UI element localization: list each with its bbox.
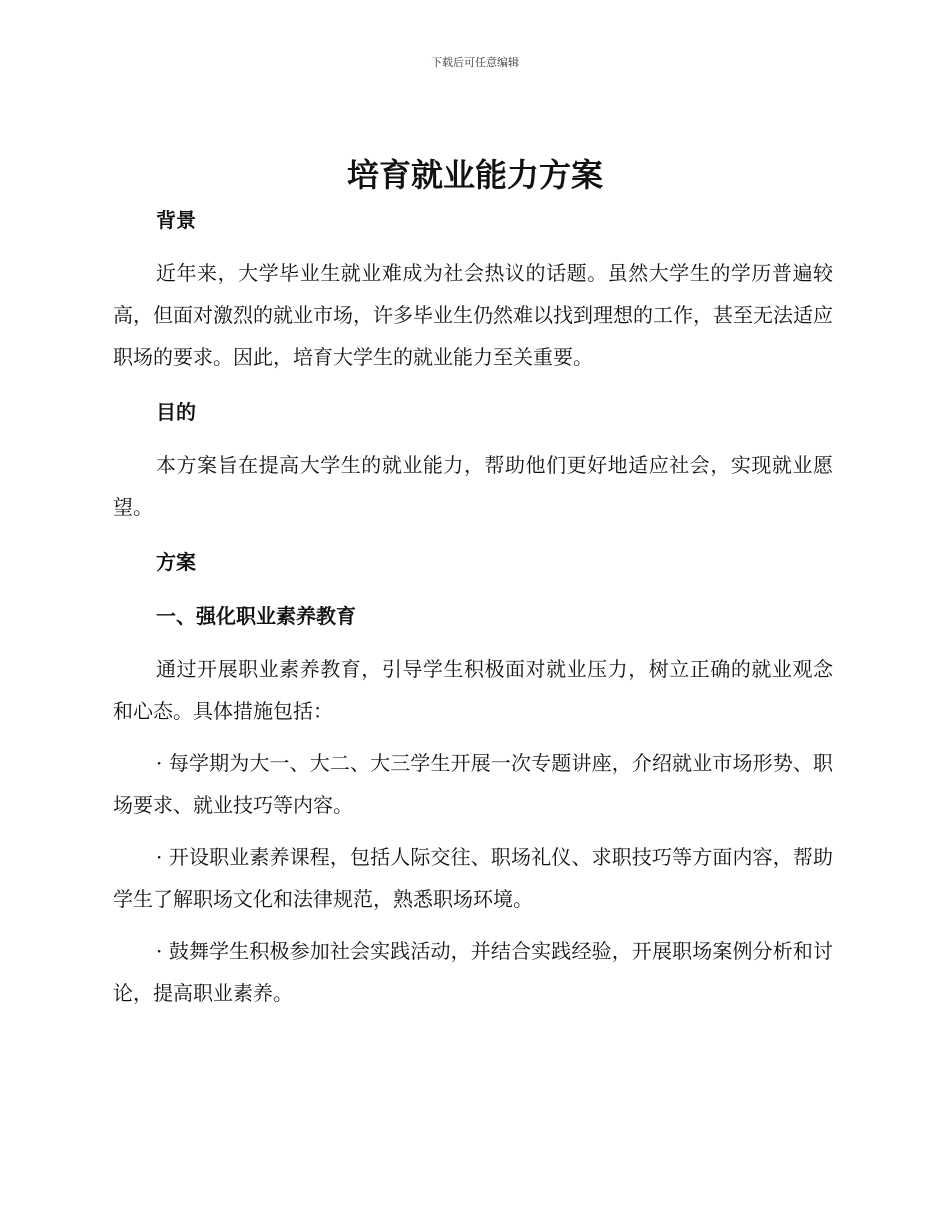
document-body (113, 198, 833, 1014)
document-title: 培育就业能力方案 (346, 156, 603, 194)
background-paragraph: 近年来，大学毕业生就业难成为社会热议的话题。虽然大学生的学历普遍较高，但面对激烈的就业市场，许多毕业生仍然难以找到理想的工作，甚至无法适应职场的要求。因此，培育大学生的就业能力至关重要。 (113, 261, 833, 369)
purpose-heading: 目的 (156, 400, 196, 424)
page-header-note: 下载后可任意编辑 (431, 56, 519, 69)
plan-heading: 方案 (156, 550, 196, 574)
bullet-item: · 每学期为大一、大二、大三学生开展一次专题讲座，介绍就业市场形势、职场要求、就业技巧等内容。 (113, 751, 833, 817)
background-heading: 背景 (156, 208, 196, 232)
plan-subsection-intro: 通过开展职业素养教育，引导学生积极面对就业压力，树立正确的就业观念和心态。具体措施包括： (113, 657, 833, 723)
bullet-item: · 鼓舞学生积极参加社会实践活动，并结合实践经验，开展职场案例分析和讨论，提高职业素养。 (113, 939, 833, 1005)
purpose-paragraph: 本方案旨在提高大学生的就业能力，帮助他们更好地适应社会，实现就业愿望。 (113, 453, 833, 519)
plan-subsection-heading: 一、强化职业素养教育 (156, 604, 356, 628)
bullet-item: · 开设职业素养课程，包括人际交往、职场礼仪、求职技巧等方面内容，帮助学生了解职场文化和法律规范，熟悉职场环境。 (113, 845, 833, 911)
